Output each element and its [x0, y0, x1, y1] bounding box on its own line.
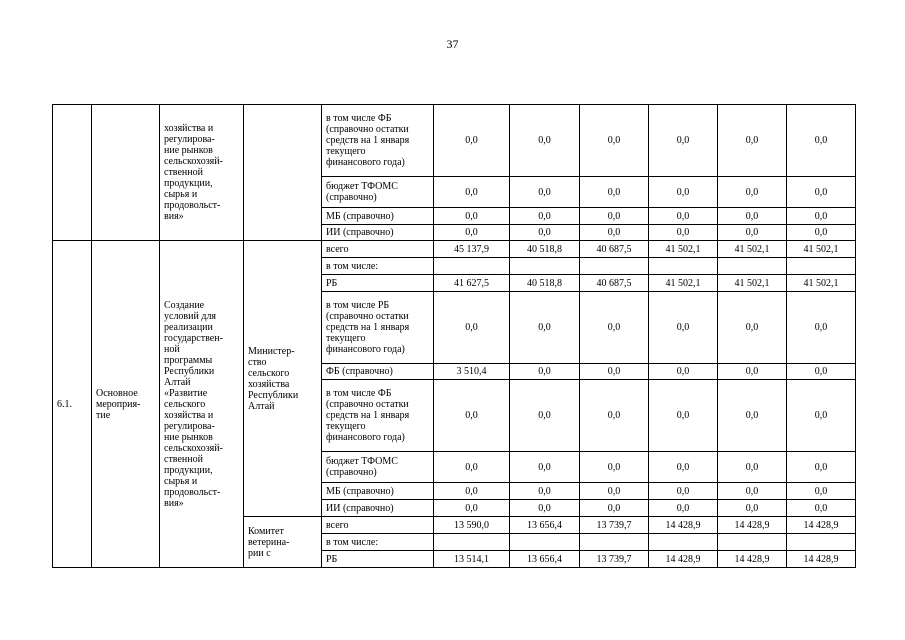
value-cell-2: 0,0 [510, 105, 580, 177]
source-cell: в том числе ФБ (справочно остатки средств на 1 января текущего финансового года) [322, 105, 434, 177]
value-cell-2: 40 518,8 [510, 275, 580, 292]
source-cell: бюджет ТФОМС (справочно) [322, 177, 434, 208]
value-cell-2: 0,0 [510, 364, 580, 380]
value-cell-3: 0,0 [580, 364, 649, 380]
value-cell-4: 0,0 [649, 177, 718, 208]
value-cell-1: 0,0 [434, 208, 510, 225]
source-cell: ИИ (справочно) [322, 225, 434, 241]
source-cell: РБ [322, 275, 434, 292]
value-cell-6 [787, 534, 856, 551]
value-cell-3: 0,0 [580, 452, 649, 483]
value-cell-3: 0,0 [580, 380, 649, 452]
executor-cell [244, 105, 322, 241]
value-cell-6: 0,0 [787, 500, 856, 517]
source-cell: в том числе РБ (справочно остатки средств на 1 января текущего финансового года) [322, 292, 434, 364]
section-program-cell: Создание условий для реализации государствен- ной программы Республики Алтай «Развитие сельского хозяйства и регулирова- ние рынков сельскохозяй- ственной продукции, сырья и продовольст- вия» [160, 241, 244, 568]
table-row [53, 241, 856, 258]
value-cell-1: 45 137,9 [434, 241, 510, 258]
value-cell-4: 14 428,9 [649, 551, 718, 568]
value-cell-2: 0,0 [510, 452, 580, 483]
value-cell-4: 14 428,9 [649, 517, 718, 534]
value-cell-1: 0,0 [434, 483, 510, 500]
value-cell-5: 14 428,9 [718, 517, 787, 534]
value-cell-6: 0,0 [787, 105, 856, 177]
value-cell-2: 0,0 [510, 483, 580, 500]
value-cell-6: 14 428,9 [787, 517, 856, 534]
number-cell [53, 105, 92, 241]
value-cell-3: 40 687,5 [580, 275, 649, 292]
value-cell-1: 0,0 [434, 177, 510, 208]
value-cell-2: 0,0 [510, 177, 580, 208]
value-cell-4: 41 502,1 [649, 275, 718, 292]
value-cell-3 [580, 534, 649, 551]
value-cell-5: 0,0 [718, 380, 787, 452]
value-cell-1: 0,0 [434, 380, 510, 452]
value-cell-4: 0,0 [649, 208, 718, 225]
value-cell-5: 41 502,1 [718, 241, 787, 258]
value-cell-4 [649, 534, 718, 551]
value-cell-1 [434, 534, 510, 551]
source-cell: всего [322, 517, 434, 534]
table-row [53, 105, 856, 177]
value-cell-3: 13 739,7 [580, 517, 649, 534]
value-cell-6: 0,0 [787, 292, 856, 364]
value-cell-2: 0,0 [510, 225, 580, 241]
source-cell: бюджет ТФОМС (справочно) [322, 452, 434, 483]
value-cell-6: 0,0 [787, 452, 856, 483]
section-number-cell: 6.1. [53, 241, 92, 568]
source-cell: всего [322, 241, 434, 258]
section-kind-cell: Основное мероприя- тие [92, 241, 160, 568]
value-cell-2: 40 518,8 [510, 241, 580, 258]
value-cell-6: 14 428,9 [787, 551, 856, 568]
source-cell: в том числе: [322, 258, 434, 275]
source-cell: в том числе: [322, 534, 434, 551]
value-cell-5: 0,0 [718, 500, 787, 517]
value-cell-5 [718, 258, 787, 275]
value-cell-3: 0,0 [580, 208, 649, 225]
value-cell-5: 0,0 [718, 364, 787, 380]
value-cell-5: 0,0 [718, 452, 787, 483]
value-cell-5: 0,0 [718, 105, 787, 177]
page-number: 37 [446, 37, 459, 51]
value-cell-1: 41 627,5 [434, 275, 510, 292]
value-cell-3: 0,0 [580, 105, 649, 177]
executor-2-cell: Комитет ветерина- рии с [244, 517, 322, 568]
value-cell-5: 0,0 [718, 177, 787, 208]
value-cell-2: 0,0 [510, 500, 580, 517]
value-cell-3: 40 687,5 [580, 241, 649, 258]
source-cell: МБ (справочно) [322, 483, 434, 500]
source-cell: ИИ (справочно) [322, 500, 434, 517]
value-cell-6: 0,0 [787, 380, 856, 452]
value-cell-5: 14 428,9 [718, 551, 787, 568]
value-cell-2 [510, 534, 580, 551]
source-cell: ФБ (справочно) [322, 364, 434, 380]
value-cell-5: 41 502,1 [718, 275, 787, 292]
value-cell-4: 41 502,1 [649, 241, 718, 258]
value-cell-3: 0,0 [580, 177, 649, 208]
value-cell-2: 13 656,4 [510, 517, 580, 534]
value-cell-6: 0,0 [787, 177, 856, 208]
value-cell-6: 41 502,1 [787, 241, 856, 258]
value-cell-6: 0,0 [787, 208, 856, 225]
value-cell-2 [510, 258, 580, 275]
value-cell-1: 0,0 [434, 452, 510, 483]
value-cell-4: 0,0 [649, 364, 718, 380]
value-cell-4: 0,0 [649, 483, 718, 500]
value-cell-3: 0,0 [580, 225, 649, 241]
source-cell: в том числе ФБ (справочно остатки средств на 1 января текущего финансового года) [322, 380, 434, 452]
value-cell-2: 0,0 [510, 380, 580, 452]
kind-cell [92, 105, 160, 241]
value-cell-2: 0,0 [510, 292, 580, 364]
value-cell-4: 0,0 [649, 292, 718, 364]
value-cell-4: 0,0 [649, 380, 718, 452]
value-cell-1: 3 510,4 [434, 364, 510, 380]
value-cell-1: 13 514,1 [434, 551, 510, 568]
executor-1-cell: Министер- ство сельского хозяйства Республики Алтай [244, 241, 322, 517]
value-cell-4: 0,0 [649, 500, 718, 517]
value-cell-5: 0,0 [718, 225, 787, 241]
value-cell-6: 0,0 [787, 483, 856, 500]
program-name-cell: хозяйства и регулирова- ние рынков сельскохозяй- ственной продукции, сырья и продовольст- вия» [160, 105, 244, 241]
value-cell-1: 0,0 [434, 500, 510, 517]
value-cell-5 [718, 534, 787, 551]
value-cell-3: 0,0 [580, 500, 649, 517]
value-cell-1 [434, 258, 510, 275]
value-cell-4: 0,0 [649, 105, 718, 177]
value-cell-1: 0,0 [434, 105, 510, 177]
budget-table [52, 104, 856, 568]
value-cell-5: 0,0 [718, 208, 787, 225]
value-cell-2: 13 656,4 [510, 551, 580, 568]
value-cell-6: 0,0 [787, 225, 856, 241]
source-cell: МБ (справочно) [322, 208, 434, 225]
value-cell-6: 41 502,1 [787, 275, 856, 292]
value-cell-6 [787, 258, 856, 275]
value-cell-4 [649, 258, 718, 275]
value-cell-3: 0,0 [580, 292, 649, 364]
value-cell-5: 0,0 [718, 483, 787, 500]
source-cell: РБ [322, 551, 434, 568]
value-cell-3: 13 739,7 [580, 551, 649, 568]
value-cell-1: 0,0 [434, 292, 510, 364]
value-cell-3 [580, 258, 649, 275]
value-cell-4: 0,0 [649, 452, 718, 483]
value-cell-4: 0,0 [649, 225, 718, 241]
value-cell-1: 0,0 [434, 225, 510, 241]
value-cell-3: 0,0 [580, 483, 649, 500]
value-cell-5: 0,0 [718, 292, 787, 364]
value-cell-1: 13 590,0 [434, 517, 510, 534]
value-cell-2: 0,0 [510, 208, 580, 225]
value-cell-6: 0,0 [787, 364, 856, 380]
